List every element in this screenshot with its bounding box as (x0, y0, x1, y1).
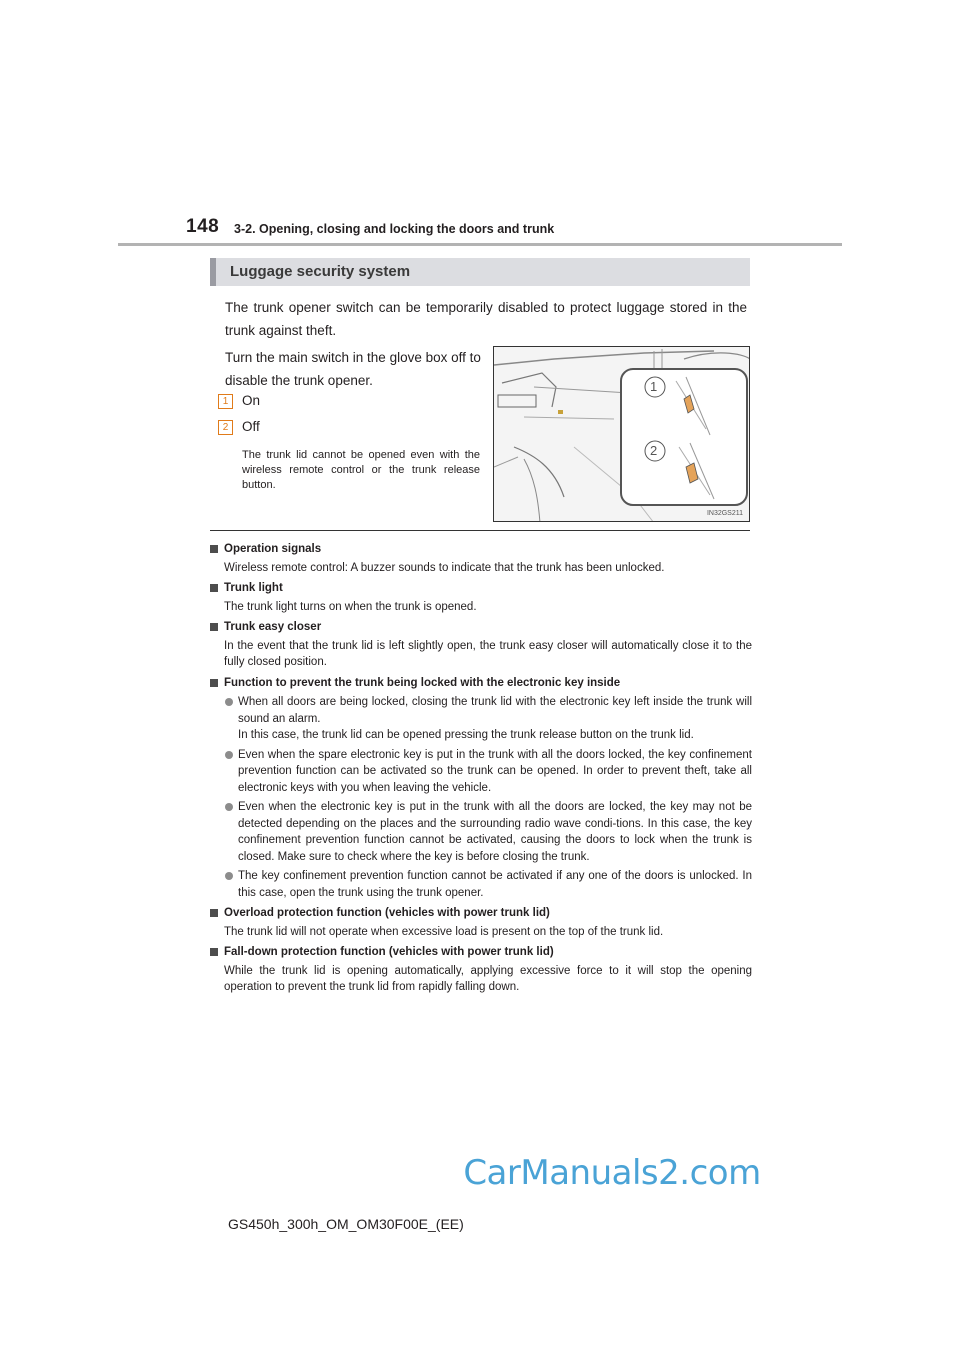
section-title: Luggage security system (230, 263, 411, 280)
header-divider (118, 243, 842, 246)
watermark-logo: CarManuals2.com (463, 1153, 761, 1193)
note-heading-operation-signals: Operation signals (210, 541, 752, 558)
chapter-title: 3-2. Opening, closing and locking the doors and trunk (234, 222, 555, 236)
page-number: 148 (186, 216, 220, 237)
dashboard-drawing (494, 347, 750, 522)
square-bullet-icon (210, 679, 218, 687)
option-label-on: On (242, 393, 261, 408)
square-bullet-icon (210, 948, 218, 956)
note-body: The trunk light turns on when the trunk is opened. (224, 600, 477, 613)
intro-paragraph: The trunk opener switch can be temporarily disabled to protect luggage stored in the trunk against theft. (225, 300, 747, 338)
circle-bullet-icon (225, 803, 233, 811)
option-label-off: Off (242, 419, 260, 434)
footer-model-code: GS450h_300h_OM_OM30F00E_(EE) (228, 1216, 464, 1232)
note-body: In the event that the trunk lid is left slightly open, the trunk easy closer will automatically close it to the fully closed position. (224, 639, 752, 668)
list-item: Even when the electronic key is put in the trunk with all the doors are locked, the key may not be detected depending on the places and the surrounding radio wave condi-tions. In this case, the key confinement prevention function cannot be activated, causing the doors to lock when the trunk is closed. Make sure to check where the key is before closing the trunk. (210, 799, 752, 865)
note-heading-fall-down-protection: Fall-down protection function (vehicles with power trunk lid) (210, 944, 752, 961)
option-number-1: 1 (218, 394, 233, 409)
list-item: The key confinement prevention function cannot be activated if any one of the doors is unlocked. In this case, open the trunk using the trunk opener. (210, 868, 752, 901)
list-item: Even when the spare electronic key is put in the trunk with all the doors locked, the key confinement prevention function can be activated so the trunk can be opened. In order to prevent theft, take all electronic keys with you when leaving the vehicle. (210, 747, 752, 797)
note-body: While the trunk lid is opening automatically, applying excessive force to it will stop the opening operation to prevent the trunk lid from rapidly falling down. (224, 964, 752, 993)
note-body: The trunk lid will not operate when excessive load is present on the top of the trunk lid. (224, 925, 664, 938)
note-heading-key-inside-prevention: Function to prevent the trunk being locked with the electronic key inside (210, 675, 752, 692)
glove-box-switch-illustration (493, 346, 750, 522)
circle-bullet-icon (225, 872, 233, 880)
section-header (210, 258, 750, 286)
notes-list (210, 541, 752, 996)
callout-2: 2 (650, 443, 658, 458)
figure-code: IN32GS211 (706, 510, 743, 517)
note-heading-trunk-light: Trunk light (210, 580, 752, 597)
list-item: When all doors are being locked, closing the trunk lid with the electronic key left inside the trunk will sound an alarm. In this case, the trunk lid can be opened pressing the trunk release button on the trunk lid. (210, 694, 752, 744)
note-heading-overload-protection: Overload protection function (vehicles with power trunk lid) (210, 905, 752, 922)
note-body: Wireless remote control: A buzzer sounds to indicate that the trunk has been unlocked. (224, 561, 665, 574)
note-heading-trunk-easy-closer: Trunk easy closer (210, 619, 752, 636)
off-note: The trunk lid cannot be opened even with the wireless remote control or the trunk release button. (242, 449, 480, 491)
square-bullet-icon (210, 623, 218, 631)
square-bullet-icon (210, 584, 218, 592)
callout-1: 1 (650, 379, 658, 394)
circle-bullet-icon (225, 698, 233, 706)
circle-bullet-icon (225, 751, 233, 759)
option-number-2: 2 (218, 420, 233, 435)
section-divider (210, 530, 750, 531)
instruction-paragraph: Turn the main switch in the glove box off to disable the trunk opener. (225, 350, 481, 388)
square-bullet-icon (210, 909, 218, 917)
square-bullet-icon (210, 545, 218, 553)
